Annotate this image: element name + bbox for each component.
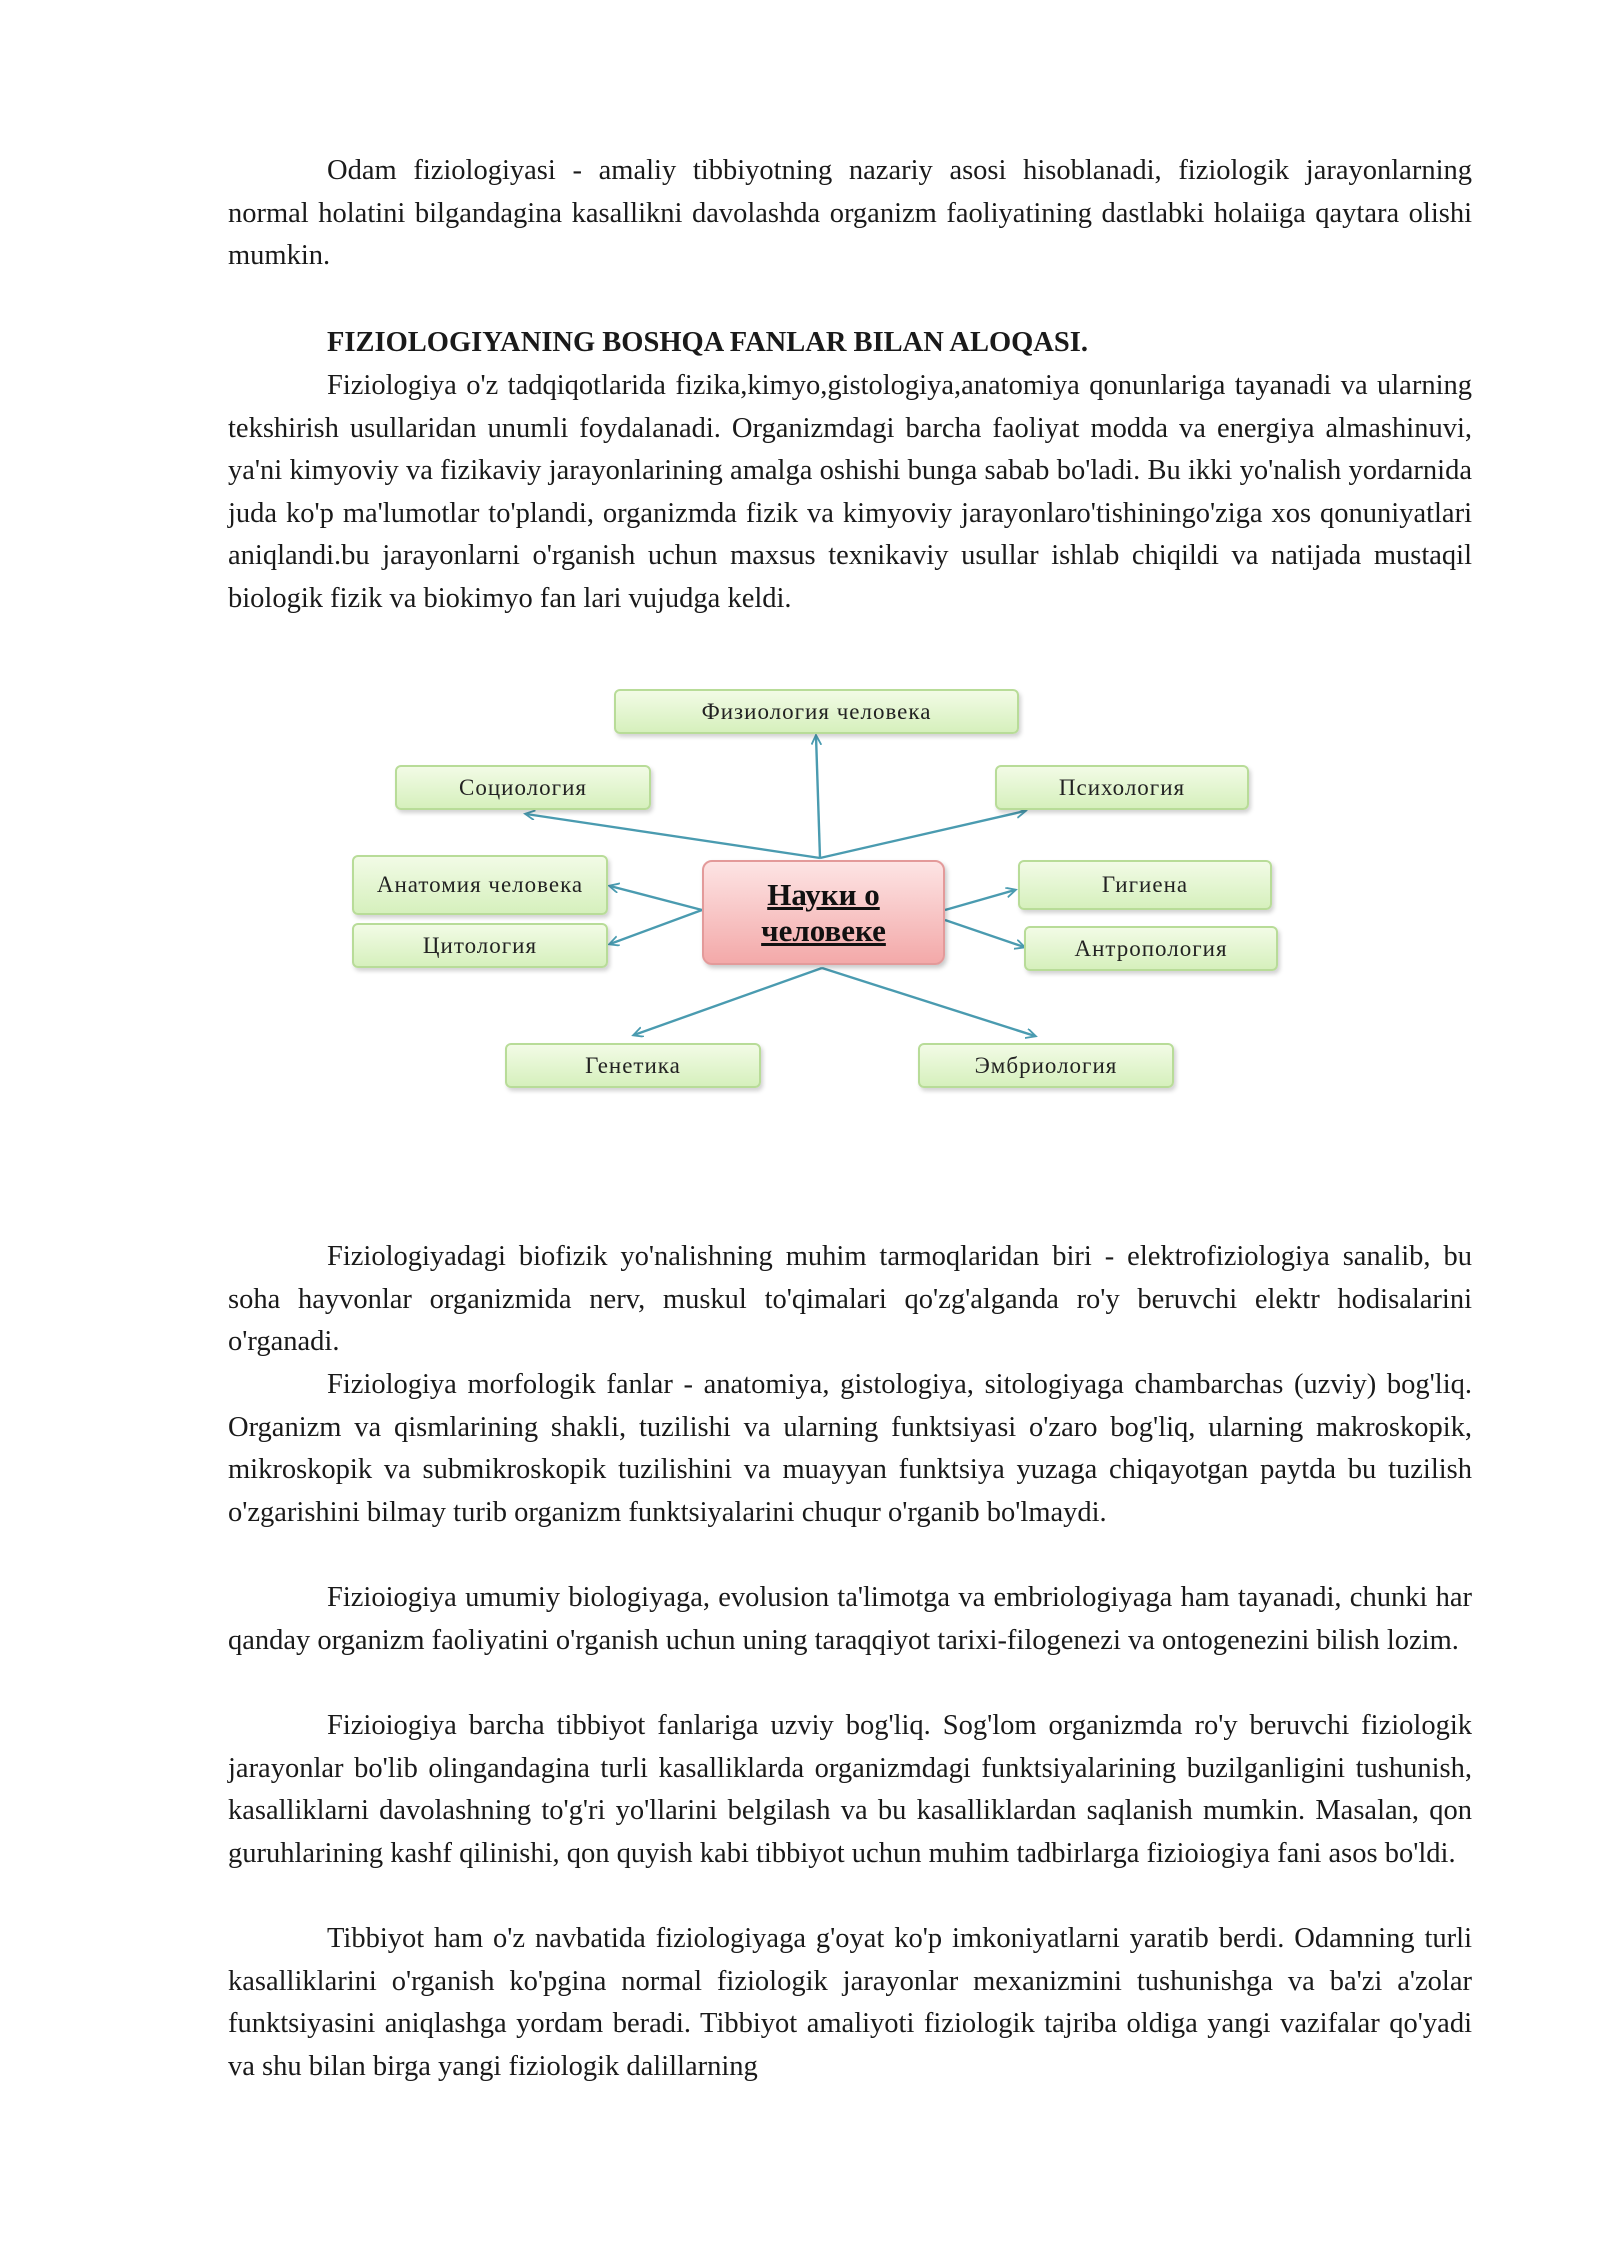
paragraph-biology: Fizioiogiya umumiy biologiyaga, evolusion ta'limotga va embriologiyaga ham tayanadi, chunki har qanday organizm faoliyatini o'rganish uchun uning taraqqiyot tarixi-filogenezi va ontogenezini bilish lozim. bbox=[228, 1582, 1472, 1656]
arrow-anatomy bbox=[610, 886, 702, 910]
node-hygiene: Гигиена bbox=[1018, 860, 1272, 910]
arrow-physiology bbox=[816, 736, 820, 858]
arrow-sociology bbox=[526, 814, 820, 858]
node-anthropology: Антропология bbox=[1024, 926, 1278, 971]
arrow-psychology bbox=[820, 811, 1025, 858]
arrow-hygiene bbox=[945, 890, 1015, 910]
sciences-diagram bbox=[340, 680, 1290, 1100]
node-embryology: Эмбриология bbox=[918, 1043, 1174, 1088]
paragraph-morphology: Fiziologiya morfologik fanlar - anatomiya, gistologiya, sitologiyaga chambarchas (uzviy) bog'liq. Organizm va qismlarining shakli, tuzilishi va ularning funktsiyasi o'zaro bog'liq, ularning makroskopik, mikroskopik va submikroskopik tuzilishini va muayyan funktsiya yuzaga chiqayotgan paytda bu tuzilish o'zgarishini bilmay turib organizm funktsiyalarini chuqur o'rganib bo'lmaydi. bbox=[228, 1369, 1472, 1528]
arrow-embryology bbox=[822, 968, 1035, 1036]
paragraph-intro: Odam fiziologiyasi - amaliy tibbiyotning nazariy asosi hisoblanadi, fiziologik jarayonlarning normal holatini bilgandagina kasallikni davolashda organizm faoliyatining dastlabki holaiiga qaytara olishi mumkin. bbox=[228, 155, 1472, 271]
node-cytology: Цитология bbox=[352, 923, 608, 968]
node-physiology: Физиология человека bbox=[614, 689, 1019, 734]
node-sociology: Социология bbox=[395, 765, 651, 810]
node-center-human-sciences: Науки о человеке bbox=[702, 860, 945, 965]
node-genetics: Генетика bbox=[505, 1043, 761, 1088]
paragraph-medicine-contribution: Tibbiyot ham o'z navbatida fiziologiyaga g'oyat ko'p imkoniyatlarni yaratib berdi. Odamning turli kasalliklarini o'rganish ko'pgina normal fiziologik jarayonlar mexanizmini tushunishga va ba'zi a'zolar funktsiyasini aniqlashga yordam beradi. Tibbiyot amaliyoti fiziologik tajriba oldiga yangi vazifalar qo'yadi va shu bilan birga yangi fiziologik dalillarning bbox=[228, 1923, 1472, 2082]
node-psychology: Психология bbox=[995, 765, 1249, 810]
paragraph-electrophysiology: Fiziologiyadagi biofizik yo'nalishning muhim tarmoqlaridan biri - elektrofiziologiya sanalib, bu soha hayvonlar organizmida nerv, muskul to'qimalari qo'zg'alganda ro'y beruvchi elektr hodisalarini o'rganadi. bbox=[228, 1241, 1472, 1357]
paragraph-medicine-link: Fizioiogiya barcha tibbiyot fanlariga uzviy bog'liq. Sog'lom organizmda ro'y beruvchi fiziologik jarayonlar bo'lib olingandagina turli kasalliklarda organizmdagi funktsiyalarining buzilganligini tushunish, kasalliklarni davolashning to'g'ri yo'llarini belgilash va bu kasalliklardan saqlanish mumkin. Masalan, qon guruhlarining kashf qilinishi, qon quyish kabi tibbiyot uchun muhim tadbirlarga fizioiogiya fani asos bo'ldi. bbox=[228, 1710, 1472, 1869]
arrow-anthropology bbox=[945, 920, 1024, 947]
arrow-genetics bbox=[634, 968, 822, 1035]
section-heading: FIZIOLOGIYANING BOSHQA FANLAR BILAN ALOQASI. bbox=[327, 327, 1088, 358]
node-anatomy: Анатомия человека bbox=[352, 855, 608, 915]
paragraph-relations: Fiziologiya o'z tadqiqotlarida fizika,kimyo,gistologiya,anatomiya qonunlariga tayanadi va ularning tekshirish usullaridan unumli foydalanadi. Organizmdagi barcha faoliyat modda va energiya almashinuvi, ya'ni kimyoviy va fizikaviy jarayonlarining amalga oshishi bunga sabab bo'ladi. Bu ikki yo'nalish yordarnida juda ko'p ma'lumotlar to'plandi, organizmda fizik va kimyoviy jarayonlaro'tishiningo'ziga xos qonuniyatlari aniqlandi.bu jarayonlarni o'rganish uchun maxsus texnikaviy usullar ishlab chiqildi va natijada mustaqil biologik fizik va biokimyo fan lari vujudga keldi. bbox=[228, 370, 1472, 614]
arrow-cytology bbox=[610, 910, 702, 944]
